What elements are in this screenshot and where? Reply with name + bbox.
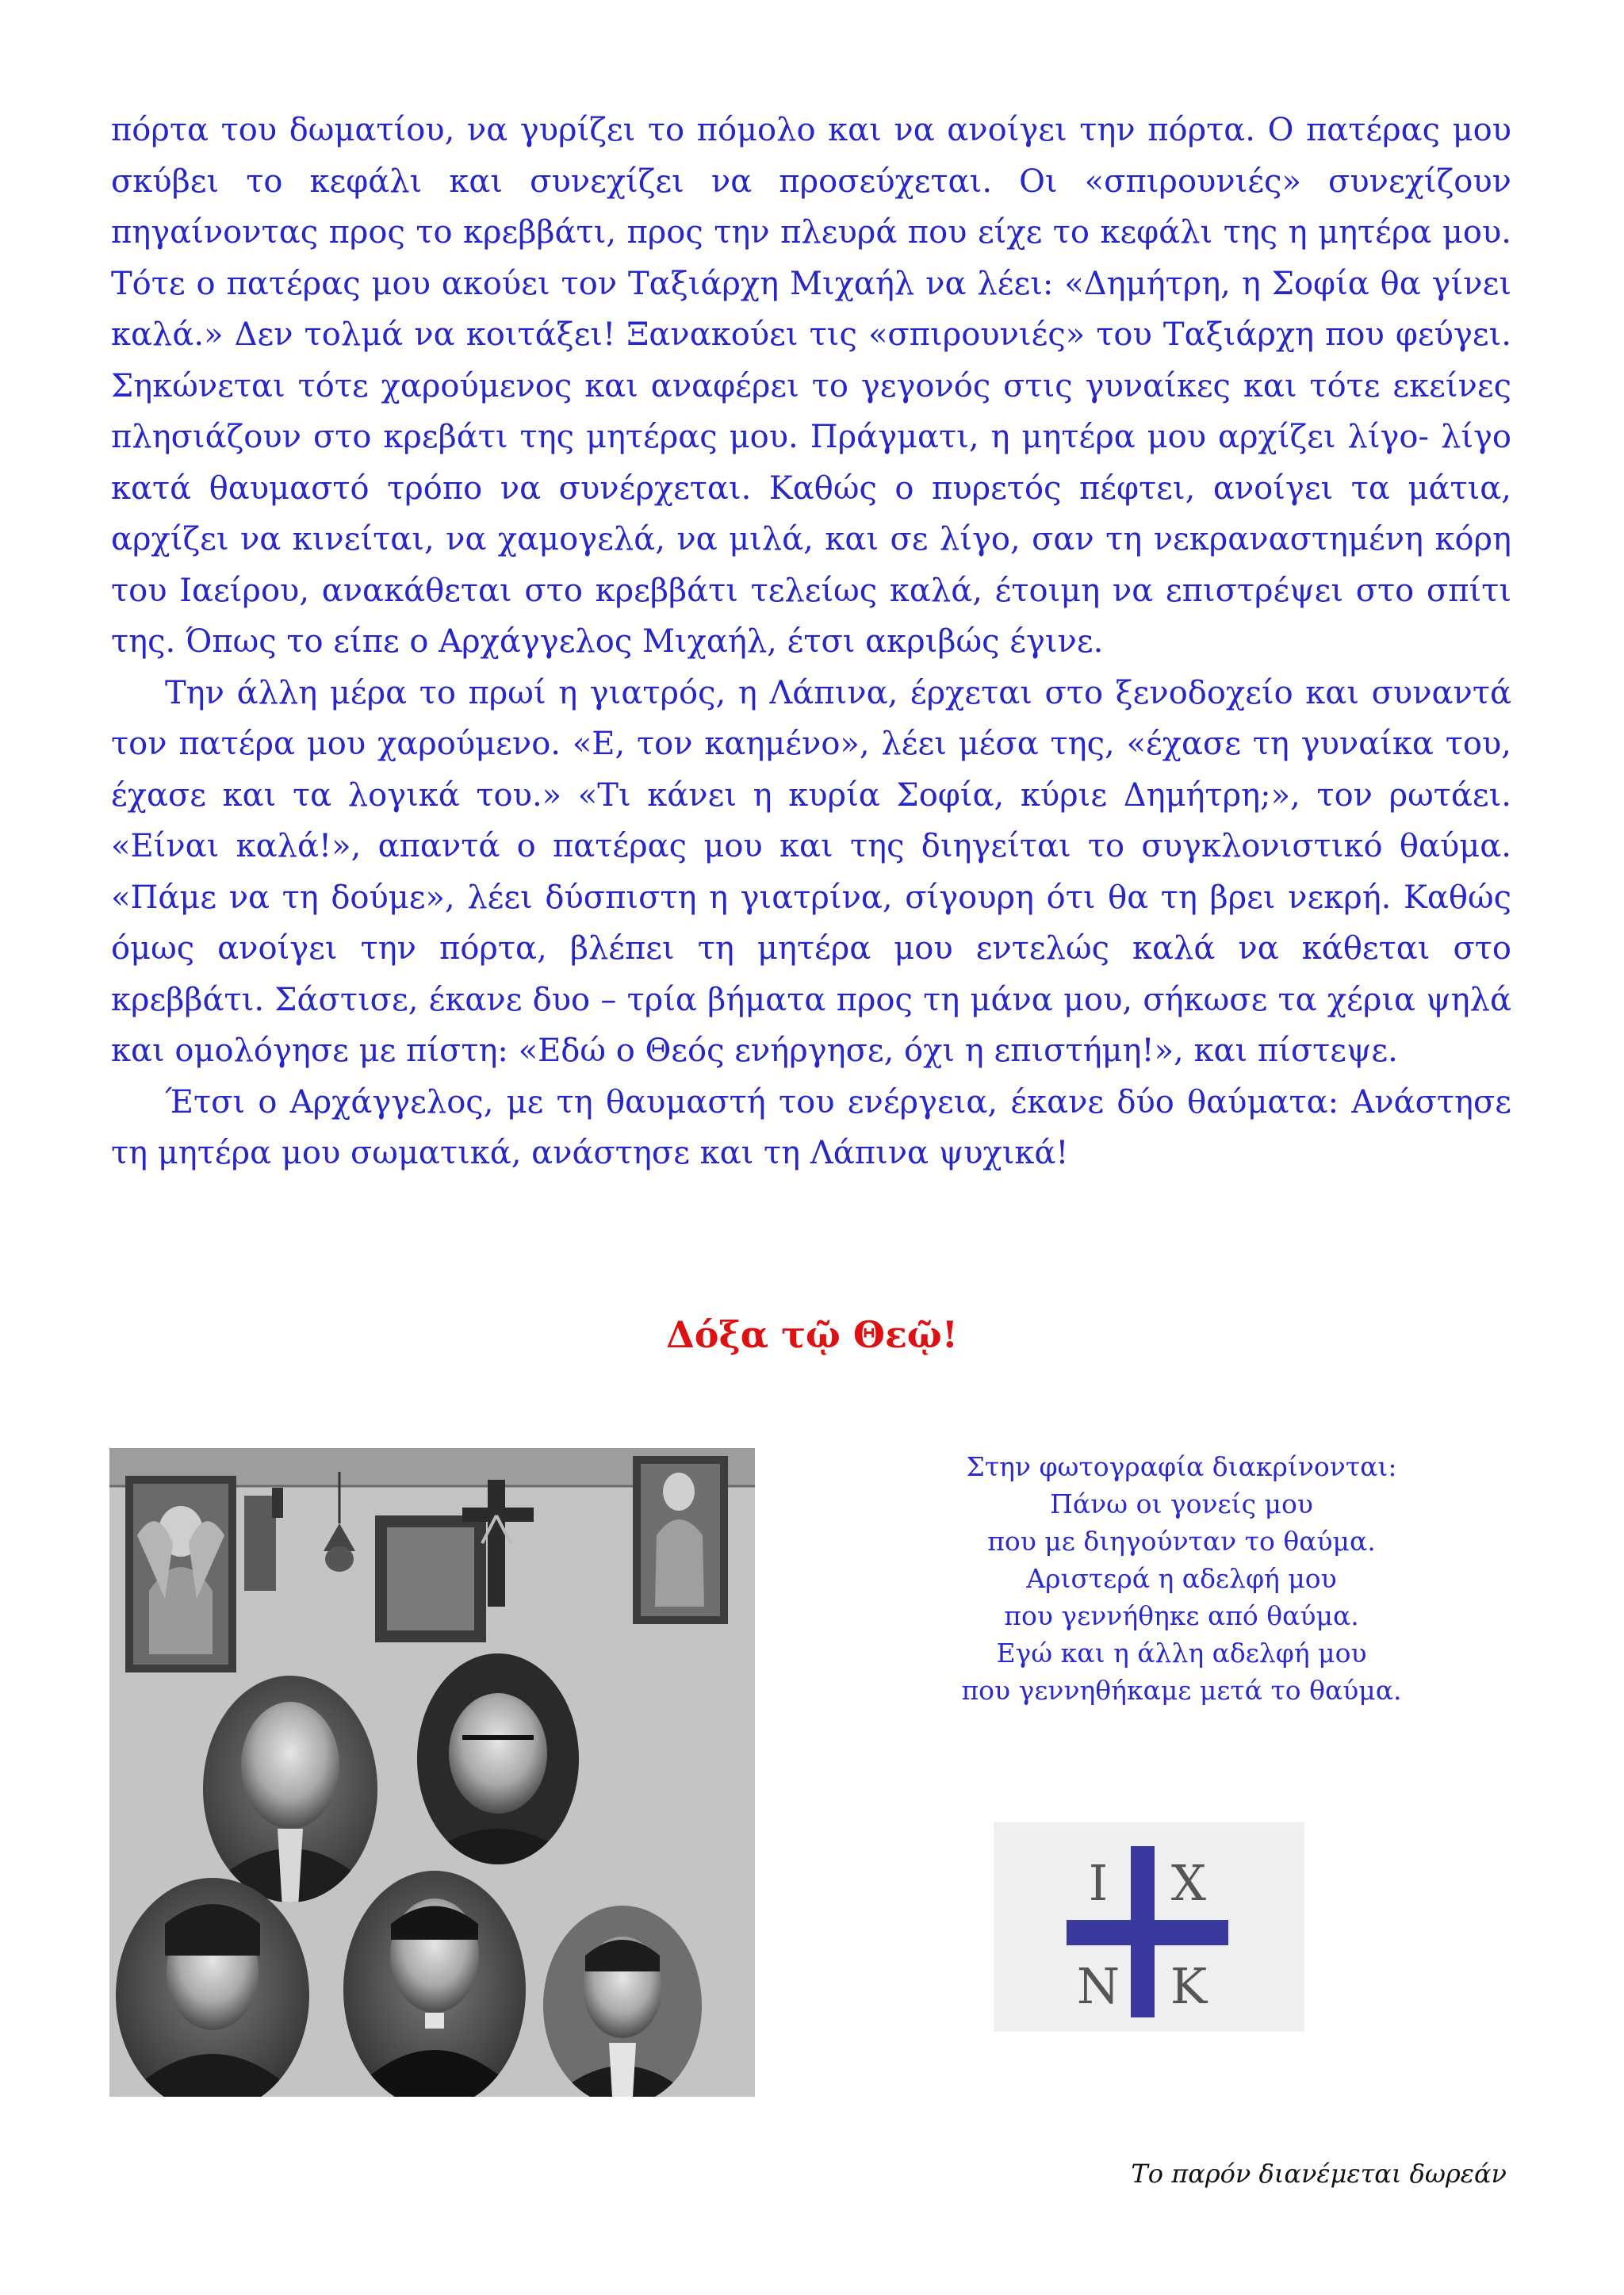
ixnk-letter-n: N — [1076, 1957, 1120, 2015]
free-distribution-note: Το παρόν διανέμεται δωρεάν — [1131, 2159, 1507, 2189]
story-paragraph-3: Έτσι ο Αρχάγγελος, με τη θαυμαστή του ενέργεια, έκανε δύο θαύματα: Ανάστησε τη μητέρα μου σωματικά, ανάστησε και τη Λάπινα ψυχικά! — [111, 1083, 1511, 1171]
story-paragraph-1: πόρτα του δωματίου, να γυρίζει το πόμολο και να ανοίγει την πόρτα. Ο πατέρας μου σκύβει το κεφάλι και συνεχίζει να προσεύχεται. Οι «σπιρουνιές» συνεχίζουν πηγαίνοντας προς το κρεββάτι, προς την πλευρά που είχε το κεφάλι της η μητέρα μου. Τότε ο πατέρας μου ακούει τον Ταξιάρχη Μιχαήλ να λέει: «Δημήτρη, η Σοφία θα γίνει καλά.» Δεν τολμά να κοιτάξει! Ξανακούει τις «σπιρουνιές» του Ταξιάρχη που φεύγει. Σηκώνεται τότε χαρούμενος και αναφέρει το γεγονός στις γυναίκες και τότε εκείνες πλησιάζουν στο κρεβάτι της μητέρας μου. Πράγματι, η μητέρα μου αρχίζει λίγο- λίγο κατά θαυμαστό τρόπο να συνέρχεται. Καθώς ο πυρετός πέφτει, ανοίγει τα μάτια, αρχίζει να κινείται, να χαμογελά, να μιλά, και σε λίγο, σαν τη νεκραναστημένη κόρη του Ιαείρου, ανακάθεται στο κρεββάτι τελείως καλά, έτοιμη να επιστρέψει στο σπίτι της. Όπως το είπε ο Αρχάγγελος Μιχαήλ, έτσι ακριβώς έγινε. — [111, 112, 1511, 660]
caption-line: Αριστερά η αδελφή μου — [1026, 1563, 1337, 1594]
doxology-heading: Δόξα τῷ Θεῷ! — [666, 1313, 958, 1356]
family-photo-illustration — [109, 1448, 755, 2097]
caption-line: που με διηγούνταν το θαύμα. — [987, 1526, 1376, 1557]
caption-line: Εγώ και η άλλη αδελφή μου — [996, 1638, 1367, 1669]
cross-icon — [994, 1822, 1304, 2032]
story-text — [111, 105, 1511, 1179]
ixnk-cross-symbol — [994, 1822, 1304, 2032]
family-photo — [109, 1448, 755, 2097]
story-paragraph-2: Την άλλη μέρα το πρωί η γιατρός, η Λάπινα, έρχεται στο ξενοδοχείο και συναντά τον πατέρα μου χαρούμενο. «Ε, τον καημένο», λέει μέσα της, «έχασε τη γυναίκα του, έχασε και τα λογικά του.» «Τι κάνει η κυρία Σοφία, κύριε Δημήτρη;», τον ρωτάει. «Είναι καλά!», απαντά ο πατέρας μου και της διηγείται το συγκλονιστικό θαύμα. «Πάμε να τη δούμε», λέει δύσπιστη η γιατρίνα, σίγουρη ότι θα τη βρει νεκρή. Καθώς όμως ανοίγει την πόρτα, βλέπει τη μητέρα μου εντελώς καλά να κάθεται στο κρεββάτι. Σάστισε, έκανε δυο – τρία βήματα προς τη μάνα μου, σήκωσε τα χέρια ψηλά και ομολόγησε με πίστη: «Εδώ ο Θεός ενήργησε, όχι η επιστήμη!», και πίστεψε. — [111, 674, 1511, 1069]
ixnk-letter-k: K — [1170, 1957, 1208, 2015]
caption-line: Στην φωτογραφία διακρίνονται: — [966, 1451, 1397, 1482]
caption-line: που γεννήθηκε από θαύμα. — [1004, 1600, 1359, 1631]
ixnk-letter-i: I — [1088, 1854, 1109, 1912]
photo-caption — [856, 1448, 1507, 1709]
caption-line: που γεννηθήκαμε μετά το θαύμα. — [961, 1675, 1402, 1706]
ixnk-letter-x: X — [1170, 1854, 1207, 1912]
caption-line: Πάνω οι γονείς μου — [1050, 1488, 1313, 1519]
